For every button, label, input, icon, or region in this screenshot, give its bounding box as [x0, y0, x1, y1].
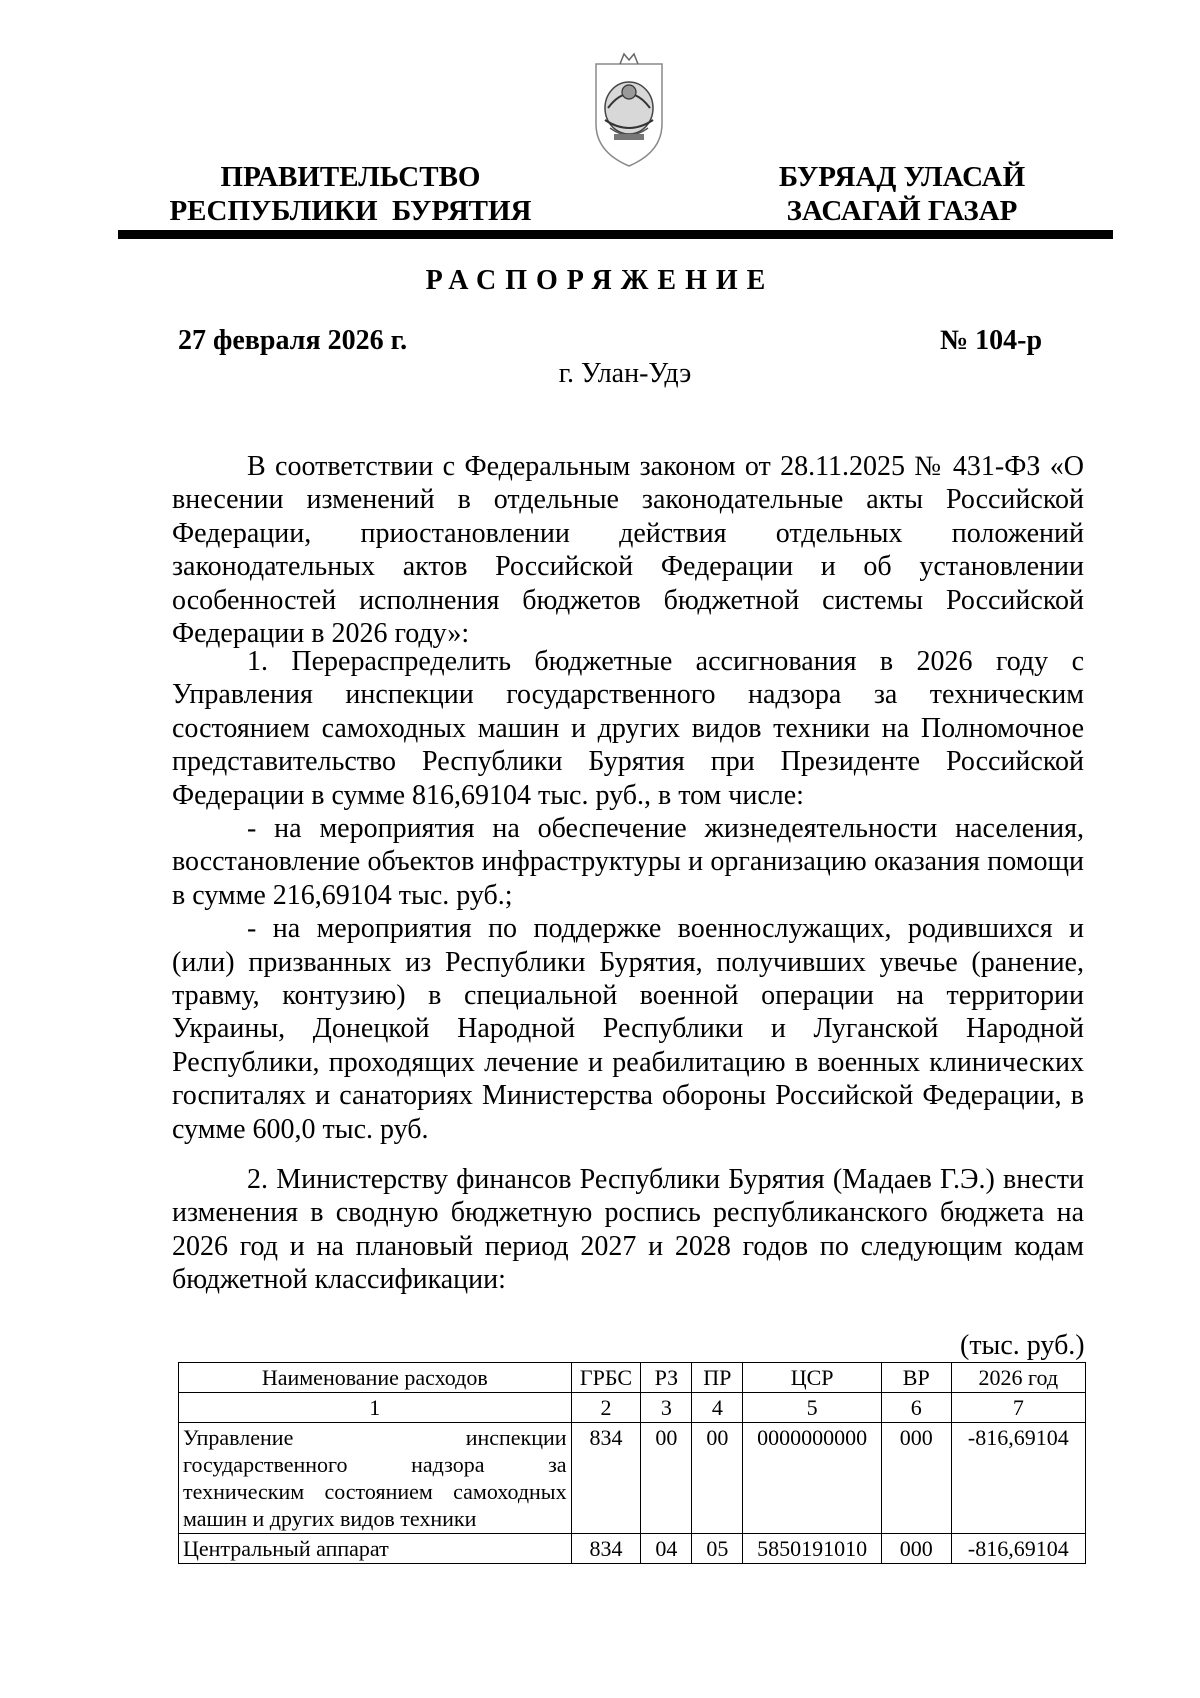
clause-1: [172, 645, 1084, 1146]
clause-2-text: 2. Министерству финансов Республики Бурятия (Мадаев Г.Э.) внести изменения в сводную бюджетную роспись республиканского бюджета на 2026 год и на плановый период 2027 и 2028 годов по следующим кодам бюджетной классификации:: [172, 1164, 1084, 1296]
clause-1-item-1: - на мероприятия на обеспечение жизнедеятельности населения, восстановление объектов инфраструктуры и организацию оказания помощи в сумме 216,69104 тыс. руб.;: [172, 813, 1084, 911]
table-row: [179, 1534, 1086, 1564]
table-cell: 05: [692, 1534, 743, 1564]
budget-table: [178, 1362, 1086, 1564]
table-cell: 000: [881, 1534, 951, 1564]
table-column-number-row: [179, 1393, 1086, 1423]
header-cell: ПР: [692, 1363, 743, 1393]
government-name-buryat-line2: ЗАСАГАЙ ГАЗАР: [786, 195, 1018, 227]
clause-1-text: 1. Перераспределить бюджетные ассигнования в 2026 году с Управления инспекции государственного надзора за техническим состоянием самоходных машин и других видов техники на Полномочное представительство Республики Бурятия при Президенте Российской Федерации в сумме 816,69104 тыс. руб., в том числе:: [172, 646, 1084, 811]
government-name-buryat-line1: БУРЯАД УЛАСАЙ: [778, 161, 1026, 193]
table-row: [179, 1423, 1086, 1534]
column-number-cell: 1: [179, 1393, 572, 1423]
government-name-line1: ПРАВИТЕЛЬСТВО: [220, 161, 481, 193]
column-number-cell: 3: [641, 1393, 692, 1423]
preamble-text: В соответствии с Федеральным законом от 28.11.2025 № 431-ФЗ «О внесении изменений в отдельные законодательные акты Российской Федерации, приостановлении действия отдельных положений законодательных актов Российской Федерации и об установлении особенностей исполнения бюджетов бюджетной системы Российской Федерации в 2026 году»:: [172, 451, 1084, 650]
header-divider: [118, 230, 1113, 239]
government-name-line2: РЕСПУБЛИКИ БУРЯТИЯ: [169, 195, 532, 227]
column-number-cell: 6: [881, 1393, 951, 1423]
preamble: [172, 450, 1084, 650]
table-cell: -816,69104: [951, 1423, 1085, 1534]
table-unit: (тыс. руб.): [960, 1330, 1085, 1361]
table-cell-name: Управление инспекции государственного надзора за техническим состоянием самоходных машин и других видов техники: [179, 1423, 572, 1534]
clause-1-item-2: - на мероприятия по поддержке военнослужащих, родившихся и (или) призванных из Республики Бурятия, получивших увечье (ранение, травму, контузию) в специальной военной операции на территории Украины, Донецкой Народной Республики и Луганской Народной Республики, проходящих лечение и реабилитацию в военных клинических госпиталях и санаториях Министерства обороны Российской Федерации, в сумме 600,0 тыс. руб.: [172, 913, 1084, 1145]
clause-2: [172, 1163, 1084, 1297]
table-cell: -816,69104: [951, 1534, 1085, 1564]
table-cell: 04: [641, 1534, 692, 1564]
table-cell: 000: [881, 1423, 951, 1534]
document-city: г. Улан-Удэ: [558, 358, 692, 389]
table-cell-name: Центральный аппарат: [179, 1534, 572, 1564]
table-cell: 00: [692, 1423, 743, 1534]
document-type: РАСПОРЯЖЕНИЕ: [425, 265, 775, 296]
column-number-cell: 2: [571, 1393, 641, 1423]
table-cell: 0000000000: [743, 1423, 881, 1534]
table-cell: 5850191010: [743, 1534, 881, 1564]
table-cell: 834: [571, 1534, 641, 1564]
table-cell: 834: [571, 1423, 641, 1534]
coat-of-arms-icon: [590, 50, 668, 170]
column-number-cell: 5: [743, 1393, 881, 1423]
table-header-row: [179, 1363, 1086, 1393]
header-cell: ВР: [881, 1363, 951, 1393]
header-cell: 2026 год: [951, 1363, 1085, 1393]
government-name-buryat: [752, 160, 1052, 228]
document-date: 27 февраля 2026 г.: [178, 325, 408, 356]
header-cell: РЗ: [641, 1363, 692, 1393]
government-name-russian: [158, 160, 543, 228]
header-cell: Наименование расходов: [179, 1363, 572, 1393]
header-cell: ГРБС: [571, 1363, 641, 1393]
table-cell: 00: [641, 1423, 692, 1534]
header-cell: ЦСР: [743, 1363, 881, 1393]
column-number-cell: 7: [951, 1393, 1085, 1423]
column-number-cell: 4: [692, 1393, 743, 1423]
document-number: № 104-р: [940, 325, 1043, 356]
